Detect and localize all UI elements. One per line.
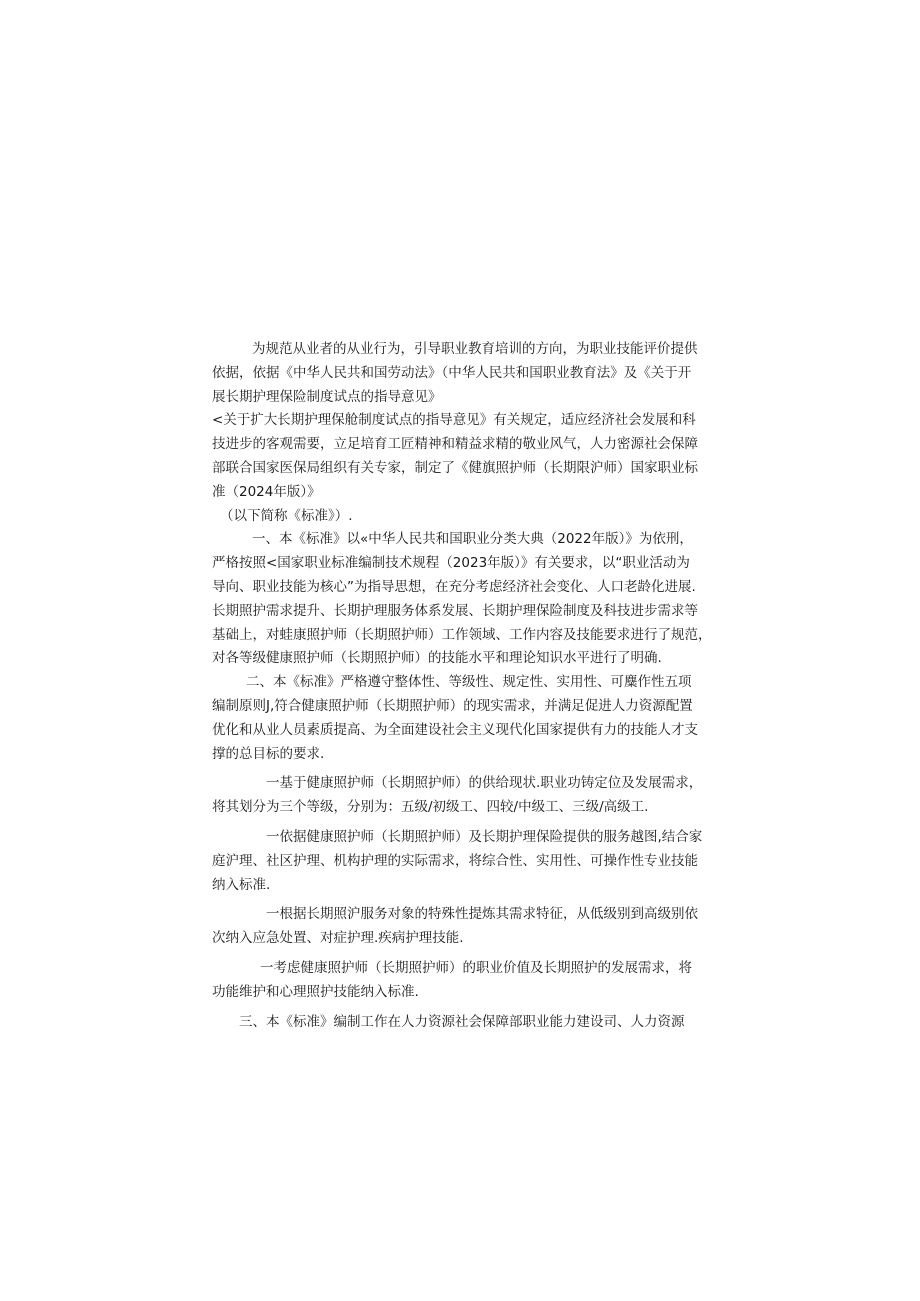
- paragraph-line: 长期照护需求提升、长期护理服务体系发展、长期护理保险制度及科技进步需求等: [212, 602, 698, 619]
- paragraph-line: 一基于健康照护师（长期照护师）的供给现状.职业功铸定位及发展需求，: [266, 775, 703, 792]
- paragraph-line: 基础上，对蛙康照护师（长期照护师）工作领域、工作内容及技能要求进行了规范，: [212, 626, 712, 643]
- paragraph-line: 一依据健康照护师（长期照护师）及长期护理保险提供的服务越图,结合家: [266, 828, 703, 845]
- paragraph-line: 严格按照<国家职业标准编制技术规程（2023年版）》有关要求，以“职业活动为: [212, 555, 690, 572]
- paragraph-line: 依据，依据《中华人民共和国劳动法》（中华人民共和国职业教育法》及《关于开: [212, 364, 692, 381]
- paragraph-line: 优化和从业人员素质提高、为全面建设社会主义现代化国家提供有力的技能人才支: [212, 721, 698, 738]
- paragraph-line: 技进步的客观需要，立足培育工匠精神和精益求精的敬业风气，人力密源社会保障: [212, 436, 698, 453]
- paragraph-line: 为规范从业者的从业行为，引导职业教育培训的方向，为职业技能评价提供: [252, 341, 698, 357]
- paragraph-line: 庭沪理、社区护理、机构护理的实际需求，将综合性、实用性、可操作性专业技能: [212, 852, 698, 869]
- paragraph-line: 功能维护和心理照护技能纳入标准.: [212, 983, 419, 1000]
- paragraph-line: 部联合国家医保局组织有关专家，制定了《健旗照护师（长期限沪师）国家职业标: [212, 459, 698, 476]
- paragraph-line: 二、本《标准》严格遵守整体性、等级性、规定性、实用性、可麋作性五项: [246, 674, 692, 691]
- document-body: [212, 338, 712, 1034]
- paragraph-line: 展长期护理保险制度试点的指导意见》: [212, 388, 442, 405]
- paragraph-line: （以下简称《标准》）.: [220, 507, 353, 524]
- paragraph-line: 纳入标准.: [212, 876, 271, 893]
- paragraph-line: 一考虑健康照护师（长期照护师）的职业价值及长期照护的发展需求，将: [260, 959, 692, 976]
- paragraph-line: 准（2024年版）》: [212, 483, 321, 500]
- paragraph-line: 撑的总目标的要求.: [212, 745, 325, 762]
- paragraph-line: 一根据长期照沪服务对象的特殊性提炼其需求特征，从低级别到高级别依: [266, 906, 698, 923]
- paragraph-line: 编制原则J,符合健康照护师（长期照护师）的现实需求，并满足促进人力资源配置: [212, 697, 693, 714]
- paragraph-line: <关于扩大长期护理保舱制度试点的指导意见》有关规定，适应经济社会发展和科: [212, 412, 696, 429]
- paragraph-line: 将其划分为三个等级，分别为：五级/初级工、四较/中级工、三级/高级工.: [212, 799, 649, 816]
- paragraph-line: 一、本《标准》以«中华人民共和国职业分类大典（2022年版）》为依刑，: [252, 531, 693, 548]
- paragraph-line: 次纳入应急处置、对症护理.疾病护理技能.: [212, 930, 464, 947]
- paragraph-line: 三、本《标准》编制工作在人力资源社会保障部职业能力建设司、人力资源: [239, 1013, 685, 1030]
- paragraph-line: 导向、职业技能为核心”为指导思想，在充分考虑经济社会变化、人口老龄化进展.: [212, 578, 696, 595]
- paragraph-line: 对各等级健康照护师（长期照护师）的技能水平和理论知识水平进行了明确.: [212, 650, 662, 667]
